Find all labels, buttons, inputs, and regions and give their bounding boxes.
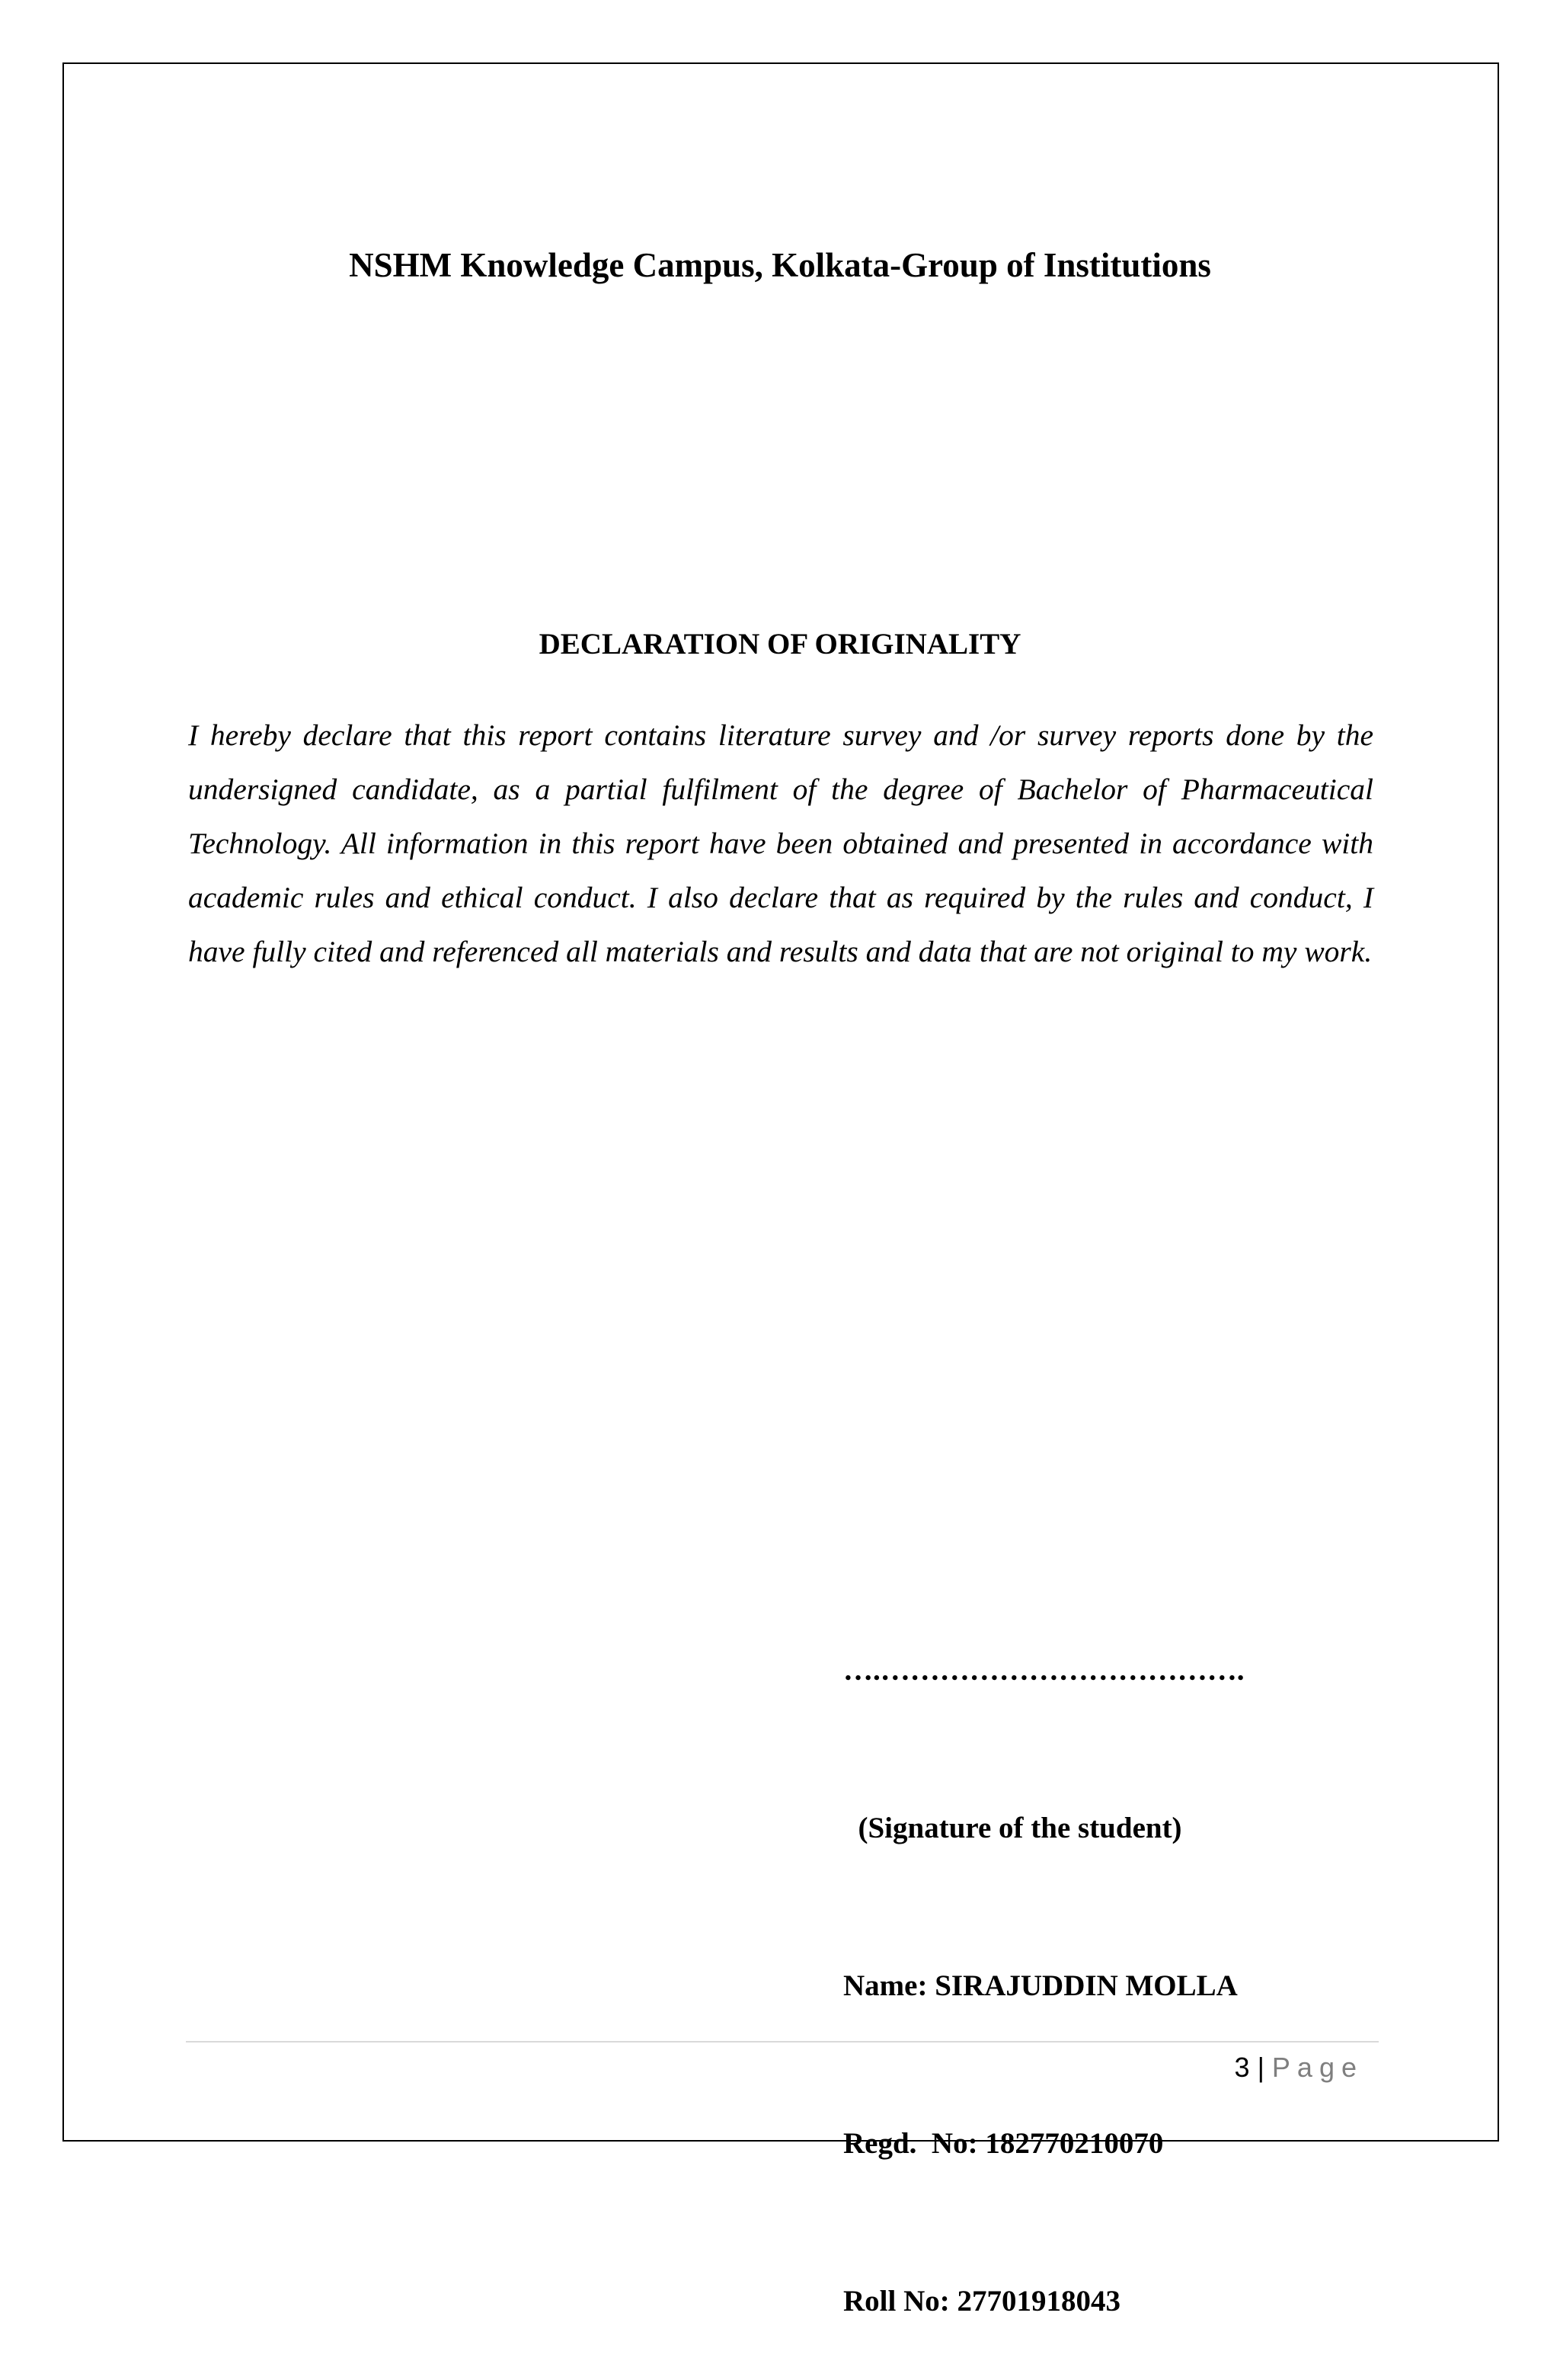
page-word: Page (1271, 2052, 1363, 2083)
student-name: Name: SIRAJUDDIN MOLLA (843, 1969, 1238, 2002)
page-number: 3 (1234, 2052, 1250, 2083)
page-border (62, 62, 1499, 2142)
signature-block (843, 1539, 1245, 2380)
page-separator: | (1249, 2052, 1272, 2083)
declaration-heading: DECLARATION OF ORIGINALITY (539, 628, 1021, 661)
page-footer (1235, 2049, 1363, 2086)
registration-number: Regd. No: 182770210070 (843, 2127, 1164, 2160)
institution-title: NSHM Knowledge Campus, Kolkata-Group of Institutions (349, 246, 1211, 284)
footer-rule (186, 2041, 1379, 2043)
declaration-body: I hereby declare that this report contains literature survey and /or survey reports done by the undersigned candidate, as a partial fulfilment of the degree of Bachelor of Pharmaceutical Technology. All information in this report have been obtained and presented in accordance with academic rules and ethical conduct. I also declare that as required by the rules and conduct, I have fully cited and referenced all materials and results and data that are not original to my work. (188, 718, 1373, 968)
signature-line: ….………………………………. (843, 1654, 1245, 1687)
signature-caption: (Signature of the student) (843, 1812, 1182, 1844)
roll-number: Roll No: 27701918043 (843, 2285, 1120, 2318)
